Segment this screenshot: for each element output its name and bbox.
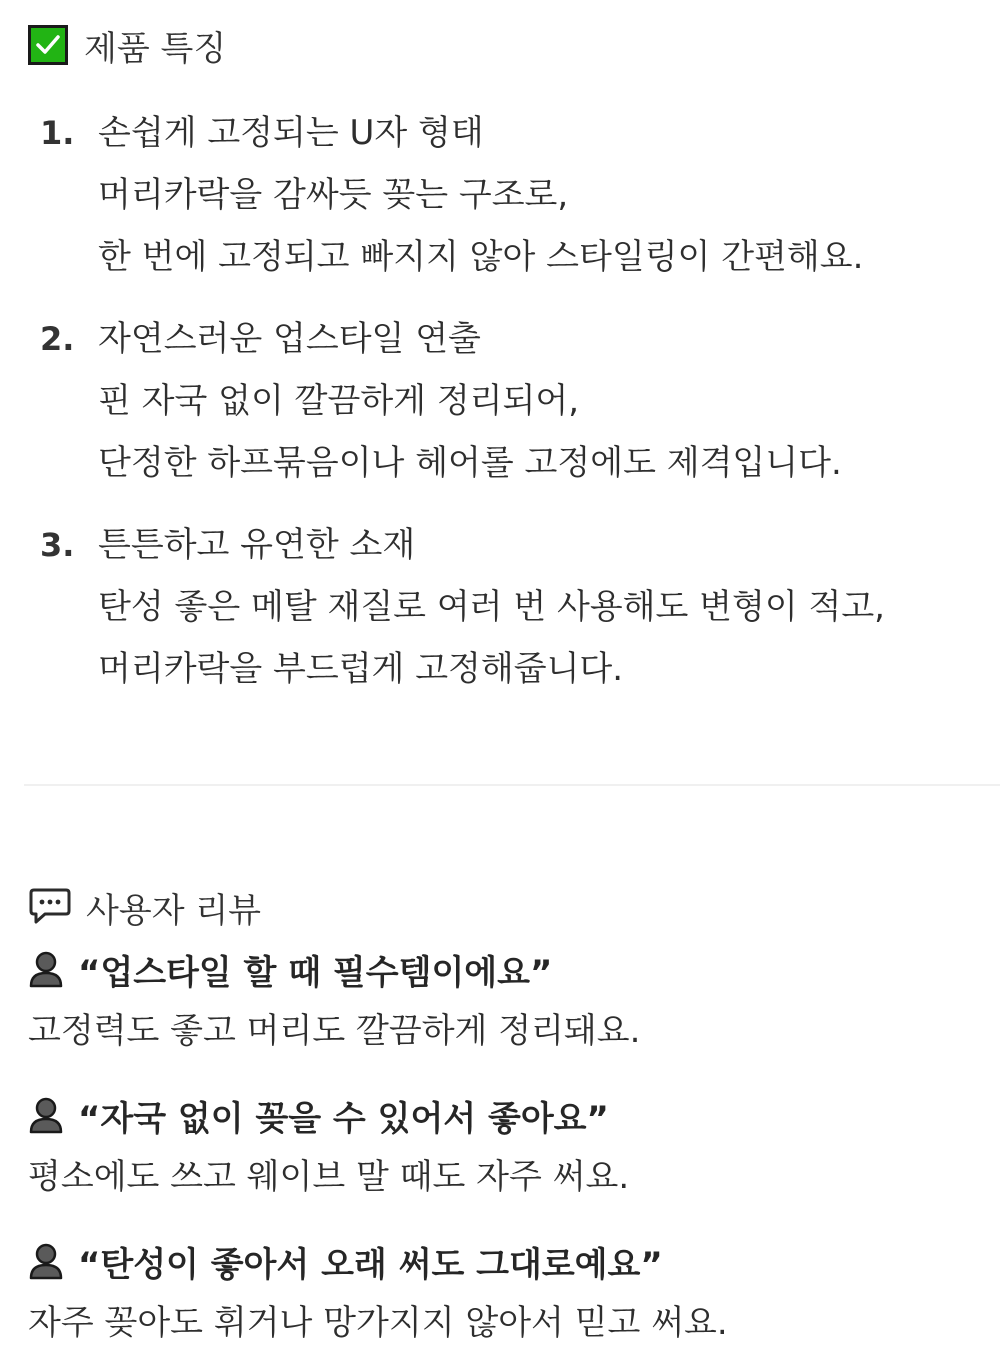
feature-number: 1.: [40, 114, 75, 152]
reviews-heading-text: 사용자 리뷰: [86, 890, 262, 931]
review-body: 평소에도 쓰고 웨이브 말 때도 자주 써요.: [28, 1157, 630, 1197]
feature-item: [28, 514, 988, 700]
review-title: “업스타일 할 때 필수템이에요”: [78, 952, 553, 993]
person-silhouette-icon: [28, 1095, 64, 1135]
review-title-row: [28, 938, 988, 1000]
review-item: [28, 938, 988, 1062]
review-title-row: [28, 1084, 988, 1146]
person-silhouette-icon: [28, 1241, 64, 1281]
review-body: 자주 꽂아도 휘거나 망가지지 않아서 믿고 써요.: [28, 1303, 728, 1343]
speech-bubble-icon: [28, 887, 72, 927]
feature-title: 손쉽게 고정되는 U자 형태: [98, 113, 484, 153]
feature-description-line: 머리카락을 감싸듯 꽂는 구조로,: [98, 175, 569, 215]
person-silhouette-icon: [28, 949, 64, 989]
review-item: [28, 1230, 988, 1354]
feature-list: [28, 102, 988, 700]
review-title: “탄성이 좋아서 오래 써도 그대로예요”: [78, 1244, 663, 1285]
review-title: “자국 없이 꽂을 수 있어서 좋아요”: [78, 1098, 609, 1139]
section-divider: [24, 784, 1000, 786]
user-reviews-section: [28, 880, 988, 1354]
feature-number: 3.: [40, 526, 75, 564]
feature-description-line: 탄성 좋은 메탈 재질로 여러 번 사용해도 변형이 적고,: [98, 587, 885, 627]
feature-description-line: 핀 자국 없이 깔끔하게 정리되어,: [98, 381, 580, 421]
features-heading: [28, 18, 988, 72]
feature-description-line: 머리카락을 부드럽게 고정해줍니다.: [98, 649, 624, 689]
features-heading-text: 제품 특징: [84, 28, 227, 69]
feature-description-line: 한 번에 고정되고 빠지지 않아 스타일링이 간편해요.: [98, 237, 864, 277]
review-body: 고정력도 좋고 머리도 깔끔하게 정리돼요.: [28, 1011, 641, 1051]
feature-item: [28, 308, 988, 494]
review-title-row: [28, 1230, 988, 1292]
review-item: [28, 1084, 988, 1208]
feature-title: 자연스러운 업스타일 연출: [98, 319, 481, 359]
feature-number: 2.: [40, 320, 75, 358]
feature-item: [28, 102, 988, 288]
check-mark-button-icon: [28, 25, 68, 65]
feature-description-line: 단정한 하프묶음이나 헤어롤 고정에도 제격입니다.: [98, 443, 842, 483]
reviews-heading: [28, 880, 988, 934]
feature-title: 튼튼하고 유연한 소재: [98, 525, 416, 565]
product-features-section: [28, 18, 988, 700]
